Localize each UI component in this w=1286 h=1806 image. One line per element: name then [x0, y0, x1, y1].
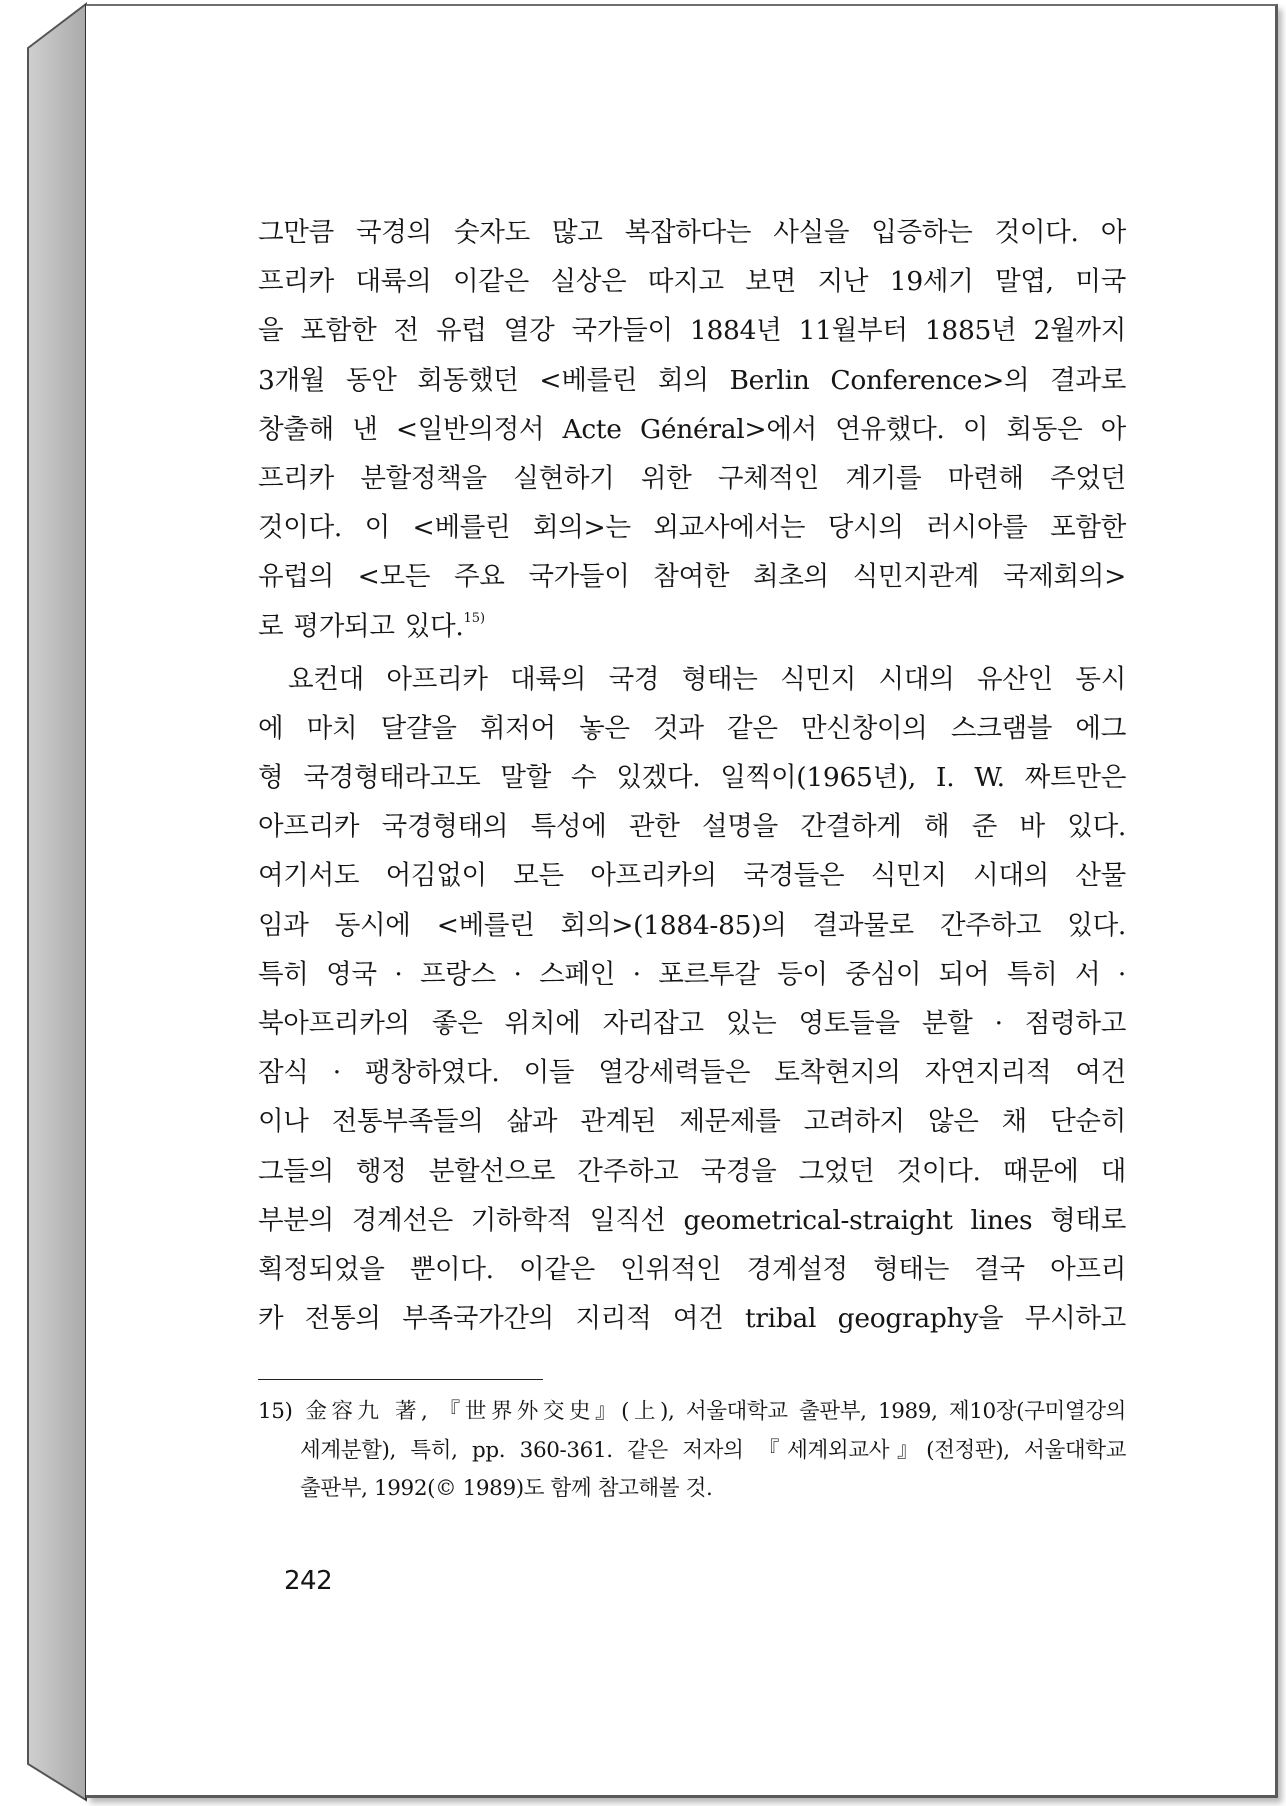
text-line: 부분의 경계선은 기하학적 일직선 geometrical-straight lines 형태로 — [258, 1204, 1126, 1236]
text-line: 북아프리카의 좋은 위치에 자리잡고 있는 영토들을 분할 · 점령하고 — [258, 1008, 1126, 1039]
footnote-reference[interactable]: 15) — [463, 610, 486, 626]
footnote-line: 출판부, 1992(© 1989)도 함께 참고해볼 것. — [300, 1476, 713, 1501]
text-line: 것이다. 이 <베를린 회의>는 외교사에서는 당시의 러시아를 포함한 — [258, 512, 1126, 544]
text-line: 아프리카 국경형태의 특성에 관한 설명을 간결하게 해 준 바 있다. — [258, 811, 1126, 843]
footnote-number: 15) — [258, 1399, 293, 1424]
text-line: 3개월 동안 회동했던 <베를린 회의 Berlin Conference>의 결과로 — [258, 364, 1126, 396]
footnote-divider — [258, 1379, 543, 1380]
footnote-line — [258, 1393, 1126, 1432]
text-line: 획정되었을 뿐이다. 이같은 인위적인 경계설정 형태는 결국 아프리 — [258, 1253, 1126, 1285]
text-line: 로 평가되고 있다. — [258, 610, 464, 642]
page-number: 242 — [284, 1566, 333, 1596]
text-line: 프리카 대륙의 이같은 실상은 따지고 보면 지난 19세기 말엽, 미국 — [258, 266, 1126, 298]
text-line: 그들의 행정 분할선으로 간주하고 국경을 그었던 것이다. 때문에 대 — [258, 1155, 1126, 1187]
text-line: 유럽의 <모든 주요 국가들이 참여한 최초의 식민지관계 국제회의> — [258, 561, 1126, 593]
paragraph-1 — [258, 208, 1126, 651]
footnote-15 — [258, 1393, 1126, 1509]
text-line: 형 국경형태라고도 말할 수 있겠다. 일찍이(1965년), I. W. 짜트만은 — [258, 762, 1126, 794]
text-line: 특히 영국 · 프랑스 · 스페인 · 포르투갈 등이 중심이 되어 특히 서 · — [258, 958, 1126, 990]
text-line: 창출해 낸 <일반의정서 Acte Général>에서 연유했다. 이 회동은 아 — [258, 413, 1126, 445]
paragraph-2 — [258, 655, 1126, 1344]
body-text — [258, 208, 1126, 1343]
text-line: 프리카 분할정책을 실현하기 위한 구체적인 계기를 마련해 주었던 — [258, 462, 1126, 494]
footnote-text: 金容九 著, 『世界外交史』(上), 서울대학교 출판부, 1989, 제10장(구미열강의 — [300, 1399, 1126, 1424]
text-line: 임과 동시에 <베를린 회의>(1884-85)의 결과물로 간주하고 있다. — [258, 909, 1126, 941]
text-line: 이나 전통부족들의 삶과 관계된 제문제를 고려하지 않은 채 단순히 — [258, 1106, 1126, 1138]
book-spine — [0, 0, 90, 1806]
text-line: 카 전통의 부족국가간의 지리적 여건 tribal geography을 무시하고 — [258, 1303, 1126, 1335]
text-line: 을 포함한 전 유럽 열강 국가들이 1884년 11월부터 1885년 2월까지 — [258, 315, 1126, 347]
text-line-with-footnote — [258, 602, 1126, 651]
text-line: 여기서도 어김없이 모든 아프리카의 국경들은 식민지 시대의 산물 — [258, 860, 1126, 892]
text-line: 에 마치 달걀을 휘저어 놓은 것과 같은 만신창이의 스크램블 에그 — [258, 712, 1126, 744]
text-line: 요컨대 아프리카 대륙의 국경 형태는 식민지 시대의 유산인 동시 — [288, 663, 1126, 695]
footnote-line: 세계분할), 특히, pp. 360-361. 같은 저자의 『세계외교사』(전정판), 서울대학교 — [300, 1437, 1126, 1463]
book-spine-shape — [0, 0, 90, 1806]
text-line: 그만큼 국경의 숫자도 많고 복잡하다는 사실을 입증하는 것이다. 아 — [258, 217, 1126, 248]
text-line: 잠식 · 팽창하였다. 이들 열강세력들은 토착현지의 자연지리적 여건 — [258, 1057, 1126, 1089]
